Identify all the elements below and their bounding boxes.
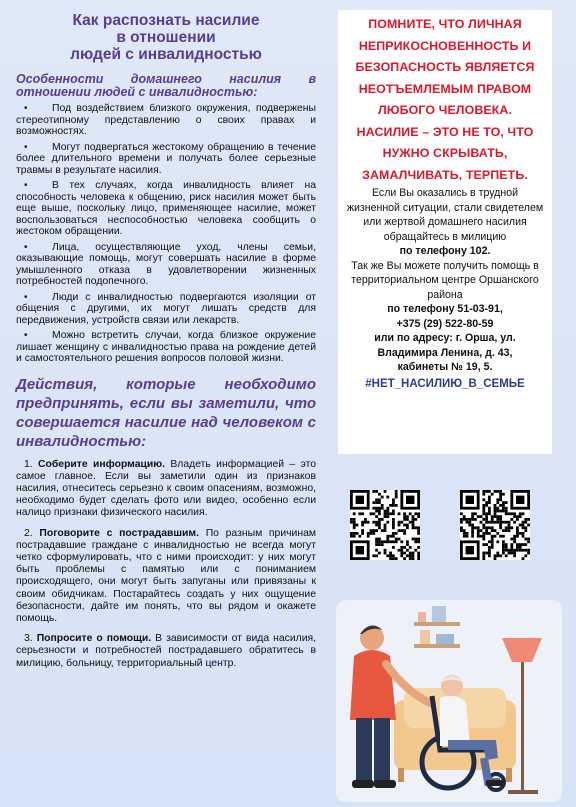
list-item: • В тех случаях, когда инвалидность влияет на способность человека к общению, риск насилия может быть еще выше, поскольку лицо, применяющее насилие, может воспользоваться неспособностью человека сообщить о жестоком обращении.	[16, 180, 316, 237]
qr-code-icon[interactable]	[350, 490, 420, 560]
bullet-icon: •	[24, 103, 28, 114]
center-intro: Так же Вы можете получить помощь в территориальном центре Оршанского района	[351, 259, 539, 301]
list-item: • Лица, осуществляющие уход, члены семьи, оказывающие помощь, могут совершать насилие в форме умышленного отказа в удовлетворении жизненных потребностей подопечного.	[16, 241, 316, 287]
action-title: Соберите информацию.	[38, 458, 166, 470]
caregiver-wheelchair-illustration	[336, 600, 562, 802]
title-line: в отношении	[116, 29, 216, 46]
list-item: • Могут подвергаться жестокому обращению в течение более длительного времени и получать более серьезные травмы в результате насилия.	[16, 141, 316, 176]
bullet-icon: •	[24, 180, 28, 191]
action-item: 1. Соберите информацию. Владеть информацией – это самое главное. Если вы заметили один из признаков насилия, отнеситесь серьезно к своим опасениям, возможно, необходимо будет сделать фото или видео, особенно если налицо признаки физического насилия.	[16, 458, 317, 519]
bullet-icon: •	[24, 291, 28, 303]
page-title	[16, 12, 316, 63]
left-column	[16, 8, 316, 678]
action-item: 3. Попросите о помощи. В зависимости от вида насилия, серьезности и потребностей пострадавшего обратитесь в милицию, больницу, территориальный центр.	[16, 633, 317, 669]
features-heading: Особенности домашнего насилия в отношении людей с инвалидностью:	[16, 72, 316, 99]
list-item: • Люди с инвалидностью подвергаются изоляции от общения с другими, их могут лишать средств для передвижения, устройств связи или лекарств.	[16, 291, 316, 326]
address: Владимира Ленина, д. 43,	[377, 346, 513, 359]
notice-box	[338, 10, 552, 454]
address: кабинеты № 19, 5.	[397, 361, 493, 373]
list-item: • Под воздействием близкого окружения, подвержены стереотипному представлению о своих правах и возможностях.	[16, 103, 316, 137]
center-phone: по телефону 51-03-91,	[387, 303, 503, 315]
bullet-icon: •	[24, 241, 28, 253]
features-list	[16, 103, 316, 365]
address: или по адресу: г. Орша, ул.	[374, 332, 516, 344]
list-item: • Можно встретить случаи, когда близкое окружение лишает женщину с инвалидностью права на рождение детей и самостоятельного решения вопросов половой жизни.	[16, 330, 316, 364]
qr-code-icon[interactable]	[460, 490, 530, 560]
title-line: людей с инвалидностью	[70, 46, 262, 63]
action-title: Попросите о помощи.	[36, 633, 152, 645]
center-phone: +375 (29) 522-80-59	[396, 317, 494, 330]
help-intro: Если Вы оказались в трудной жизненной ситуации, стали свидетелем или жертвой домашнего насилия обращайтесь в милицию	[346, 187, 544, 243]
help-info	[338, 186, 552, 375]
action-item: 2. Поговорите с пострадавшим. По разным причинам пострадавшие граждане с инвалидностью не всегда могут четко сформулировать, что с ними происходит: у них могут быть проблемы с памятью или с пониманием происходящего, они могут быть запуганы или привязаны к своим обидчикам. Постарайтесь создать у них ощущение безопасности, дайте им понять, что вы рядом и окажете помощь.	[16, 527, 317, 624]
actions-list	[16, 459, 316, 670]
bullet-icon: •	[24, 330, 28, 341]
title-line: Как распознать насилие	[72, 12, 260, 29]
bullet-icon: •	[24, 141, 28, 153]
actions-heading: Действия, которые необходимо предпринять, если вы заметили, что совершается насилие над человеком с инвалидностью:	[16, 375, 316, 450]
hashtag: #НЕТ_НАСИЛИЮ_В_СЕМЬЕ	[365, 377, 525, 390]
action-title: Поговорите с пострадавшим.	[39, 527, 199, 539]
warning-text: ПОМНИТЕ, ЧТО ЛИЧНАЯ НЕПРИКОСНОВЕННОСТЬ И БЕЗОПАСНОСТЬ ЯВЛЯЕТСЯ НЕОТЪЕМЛЕМЫМ ПРАВОМ ЛЮБОГО ЧЕЛОВЕКА. НАСИЛИЕ – ЭТО НЕ ТО, ЧТО НУЖНО СКРЫВАТЬ, ЗАМАЛЧИВАТЬ, ТЕРПЕТЬ.	[355, 17, 535, 182]
police-phone: по телефону 102.	[399, 245, 491, 257]
